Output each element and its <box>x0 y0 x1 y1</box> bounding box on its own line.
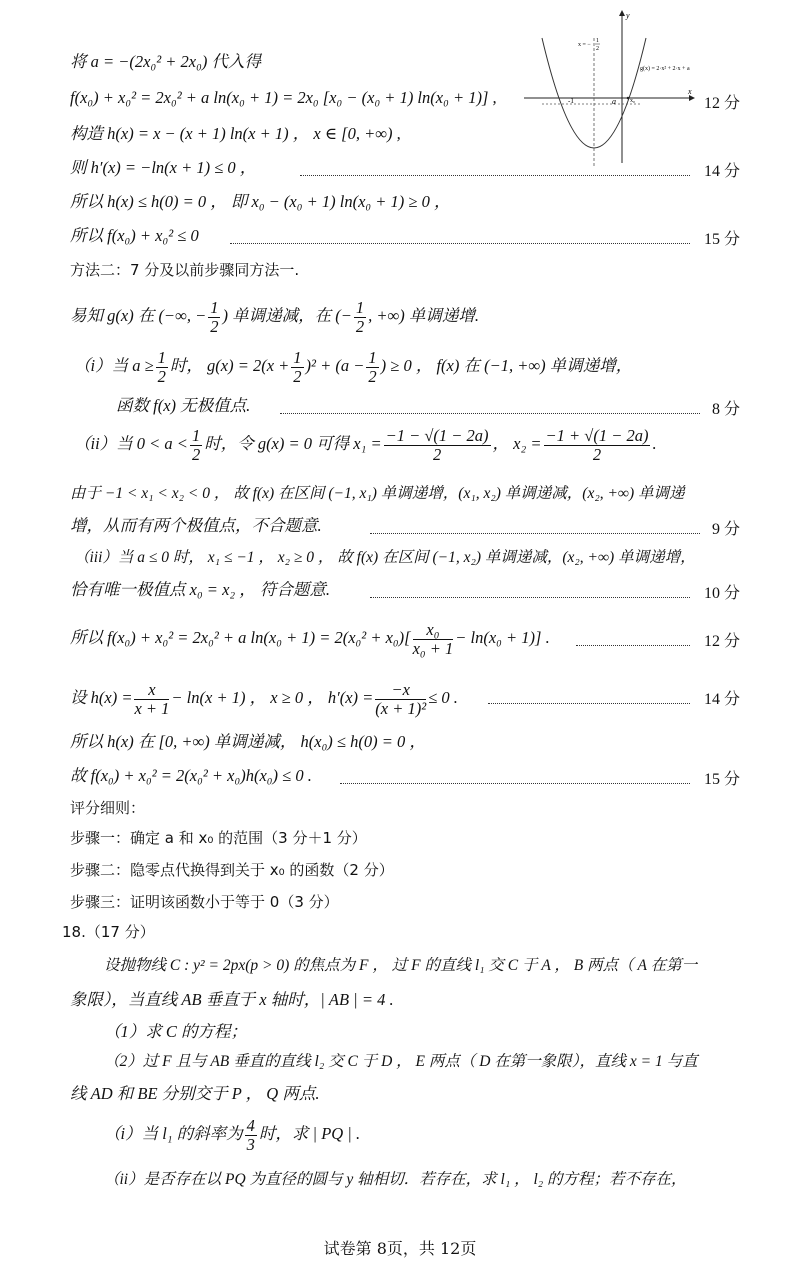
y-axis-arrow <box>619 10 625 16</box>
parabola-graph <box>522 8 700 168</box>
line-19: 故 f(x₀) + x₀² = 2(x₀² + x₀)h(x₀) ≤ 0 . <box>70 766 312 785</box>
line-12: 由于 −1 < x₁ < x₂ < 0 ， 故 f(x) 在区间 (−1, x₁) 单调递增，(x₁, x₂) 单调递减，(x₂, +∞) 单调递 <box>70 485 685 502</box>
score-8: 8 分 <box>711 401 740 418</box>
rule-step-2: 步骤二：隐零点代换得到关于 x₀ 的函数（2 分） <box>70 861 394 879</box>
curve-label: g(x) = 2·x² + 2·x + a <box>640 66 690 72</box>
line-15: 恰有唯一极值点 x₀ = x₂ ， 符合题意. <box>70 580 331 599</box>
line-14: （iii）当 a ≤ 0 时， x₁ ≤ −1 ， x₂ ≥ 0 ， 故 f(x) 在区间 (−1, x₂) 单调递减，(x₂, +∞) 单调递增， <box>74 549 696 566</box>
line-8: 易知 g(x) 在 (−∞, − $\frac{1}{2}$ ) 单调递减，在 (− $\frac{1}{2}$ , +∞) 单调递增. <box>70 297 479 336</box>
score-12b: 12 分 <box>703 633 740 650</box>
score-12a: 12 分 <box>703 95 740 112</box>
q18-part-2: （2）过 F 且与 AB 垂直的直线 l₂ 交 C 于 D ， E 两点（ D 在第一象限），直线 x = 1 与直 <box>104 1053 698 1070</box>
score-14b: 14 分 <box>703 691 740 708</box>
q18-stem-1: 设抛物线 C : y² = 2px(p > 0) 的焦点为 F ， 过 F 的直线 l₁ 交 C 于 A ， B 两点（ A 在第一 <box>104 957 698 974</box>
rules-heading: 评分细则： <box>70 799 146 817</box>
score-10: 10 分 <box>703 585 740 602</box>
line-18: 所以 h(x) 在 [0, +∞) 单调递减， h(x₀) ≤ h(0) = 0 ， <box>70 732 426 751</box>
line-16: 所以 f(x₀) + x₀² = 2x₀² + a ln(x₀ + 1) = 2(x₀² + x₀)[ $\frac{\text{x₀}}{\text{x₀ + 1}}$ − ln(x₀ + 1)] . <box>70 619 550 658</box>
score-14a: 14 分 <box>703 163 740 180</box>
line-5: 所以 h(x) ≤ h(0) = 0 ， 即 x₀ − (x₀ + 1) ln(x₀ + 1) ≥ 0 ， <box>70 192 451 211</box>
label-a: a <box>612 97 616 106</box>
point-x0 <box>627 97 630 100</box>
line-1: 将 a = −(2x₀² + 2x₀) 代入得 <box>70 52 261 71</box>
q18-part-2-cont: 线 AD 和 BE 分别交于 P ， Q 两点. <box>70 1084 320 1103</box>
page-footer: 试卷第 8页，共 12页 <box>323 1239 477 1258</box>
label-x0: x₀ <box>630 98 636 104</box>
q18-part-2-i: （i）当 l₁ 的斜率为 $\frac{4}{3}$ 时，求 | PQ | . <box>104 1115 361 1154</box>
score-9: 9 分 <box>711 521 740 538</box>
method-two-heading: 方法二：7 分及以前步骤同方法一. <box>70 261 300 279</box>
line-10: 函数 f(x) 无极值点. <box>116 396 251 415</box>
line-2: f(x₀) + x₀² = 2x₀² + a ln(x₀ + 1) = 2x₀ [x₀ − (x₀ + 1) ln(x₀ + 1)] , <box>70 88 497 107</box>
q18-stem-2: 象限），当直线 AB 垂直于 x 轴时，| AB | = 4 . <box>70 990 394 1009</box>
rule-step-3: 步骤三：证明该函数小于等于 0（3 分） <box>70 893 339 911</box>
line-11: （ii）当 0 < a < $\frac{1}{2}$ 时，令 g(x) = 0 可得 x₁ = $\frac{-1 - √(1 - 2a)}{2}$ ， x₂ = $\frac{-1 + √(1 - 2a)}{2}$ . <box>74 425 657 464</box>
q18-part-2-ii: （ii）是否存在以 PQ 为直径的圆与 y 轴相切．若存在，求 l₁ ， l₂ 的方程；若不存在， <box>104 1171 687 1188</box>
x-axis-label: x <box>688 87 692 96</box>
line-13: 增，从而有两个极值点，不合题意. <box>70 516 322 535</box>
line-9: （i）当 a ≥ $\frac{1}{2}$ 时， g(x) = 2(x + $\frac{1}{2}$ )² + (a − $\frac{1}{2}$ ) ≥ 0 ， f(x) 在 (−1, +∞) 单调递增， <box>74 347 633 386</box>
line-6: 所以 f(x₀) + x₀² ≤ 0 <box>70 226 199 245</box>
rule-step-1: 步骤一：确定 a 和 x₀ 的范围（3 分＋1 分） <box>70 829 367 847</box>
y-axis-label: y <box>626 11 630 20</box>
line-3: 构造 h(x) = x − (x + 1) ln(x + 1) ， x ∈ [0, +∞) , <box>70 124 401 143</box>
vline-label-num: 1 <box>596 38 599 44</box>
score-15b: 15 分 <box>703 771 740 788</box>
line-4: 则 h′(x) = −ln(x + 1) ≤ 0 ， <box>70 158 257 177</box>
line-17: 设 h(x) = $\frac{x}{x + 1}$ − ln(x + 1) ， x ≥ 0 ， h′(x) = $\frac{-x}{\text{(x + 1)²}}$ ≤ 0 . <box>70 679 458 718</box>
vline-label: x = − <box>578 42 591 48</box>
vline-label-den: 2 <box>596 46 599 52</box>
question-18-heading: 18.（17 分） <box>62 923 155 941</box>
score-15a: 15 分 <box>703 231 740 248</box>
q18-part-1: （1）求 C 的方程； <box>104 1022 248 1041</box>
label-minus1: -1 <box>568 97 574 105</box>
